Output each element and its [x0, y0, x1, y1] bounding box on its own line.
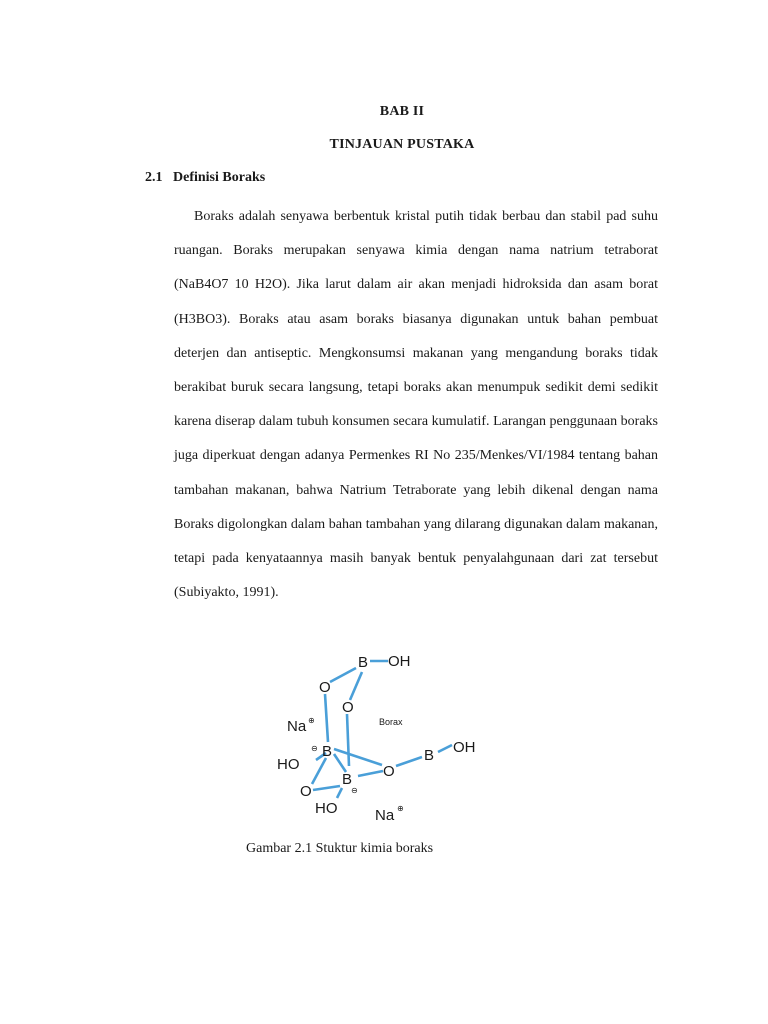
atom-labels: [277, 653, 476, 824]
oxygen-atom-topleft: O: [319, 679, 331, 696]
bond-o-b-right: [396, 757, 422, 766]
bond-b-o-topmid: [350, 672, 362, 700]
oxygen-atom-lower-left: O: [300, 783, 312, 800]
sodium-charge-left: ⊕: [308, 716, 315, 725]
hydroxyl-left: HO: [277, 756, 300, 773]
chapter-heading: BAB II: [379, 104, 425, 119]
bond-b-ho-bottom: [337, 788, 342, 798]
bond-b-o-lower-left: [312, 758, 326, 784]
sodium-ion-left: Na: [287, 718, 307, 735]
boron-charge-center: ⊖: [351, 786, 358, 795]
boron-atom-center: B: [342, 771, 353, 788]
sodium-ion-right: Na: [375, 807, 395, 824]
section-heading: [145, 170, 265, 186]
bond-b-b-diag: [334, 754, 346, 772]
body-paragraph: Boraks adalah senyawa berbentuk kristal putih tidak berbau dan stabil pad suhu ruangan. Boraks merupakan senyawa kimia dengan nama natrium tetraborat (NaB4O7 10 H2O). Jika larut dalam air akan menjadi hidroksida dan asam borat (H3BO3). Boraks atau asam boraks biasanya digunakan untuk bahan pembuat deterjen dan antiseptic. Mengkonsumsi makanan yang mengandung boraks tidak berakibat buruk secara langsung, tetapi boraks akan menumpuk sedikit demi sedikit karena diserap dalam tubuh konsumen secara kumulatif. Larangan penggunaan boraks juga diperkuat dengan adanya Permenkes RI No 235/Menkes/VI/1984 tentang bahan tambahan makanan, bahwa Natrium Tetraborate yang lebih dikenal dengan nama Boraks digolongkan dalam bahan tambahan yang dilarang digunakan dalam makanan, tetapi pada kenyataannya masih banyak bentuk penyalahgunaan dari zat tersebut (Subiyakto, 1991).: [174, 209, 658, 601]
borax-structure-diagram: [270, 648, 480, 828]
bond-b-oh-right: [438, 745, 452, 752]
bond-o-b-center: [347, 714, 349, 766]
hydroxyl-top: OH: [388, 653, 411, 670]
hydroxyl-bottom: HO: [315, 800, 338, 817]
bond-o-b-lower: [313, 786, 340, 790]
bond-b-o-right-lower: [358, 771, 383, 776]
boron-atom-top: B: [358, 654, 369, 671]
section-title: Definisi Boraks: [173, 170, 266, 185]
sodium-charge-right: ⊕: [397, 804, 404, 813]
bond-b-o-topleft: [330, 668, 356, 682]
hydroxyl-right: OH: [453, 739, 476, 756]
oxygen-atom-right: O: [383, 763, 395, 780]
borax-label: Borax: [379, 717, 403, 727]
boron-atom-right: B: [424, 747, 435, 764]
borax-structure-figure: [270, 648, 480, 828]
section-number: 2.1: [145, 170, 163, 185]
figure-caption: Gambar 2.1 Stuktur kimia boraks: [246, 841, 434, 856]
bond-lines: [312, 661, 452, 798]
chapter-title: TINJAUAN PUSTAKA: [329, 137, 475, 152]
boron-atom-left: B: [322, 743, 333, 760]
boron-charge-left: ⊖: [311, 744, 318, 753]
bond-o-b-left: [325, 694, 328, 742]
oxygen-atom-topmid: O: [342, 699, 354, 716]
